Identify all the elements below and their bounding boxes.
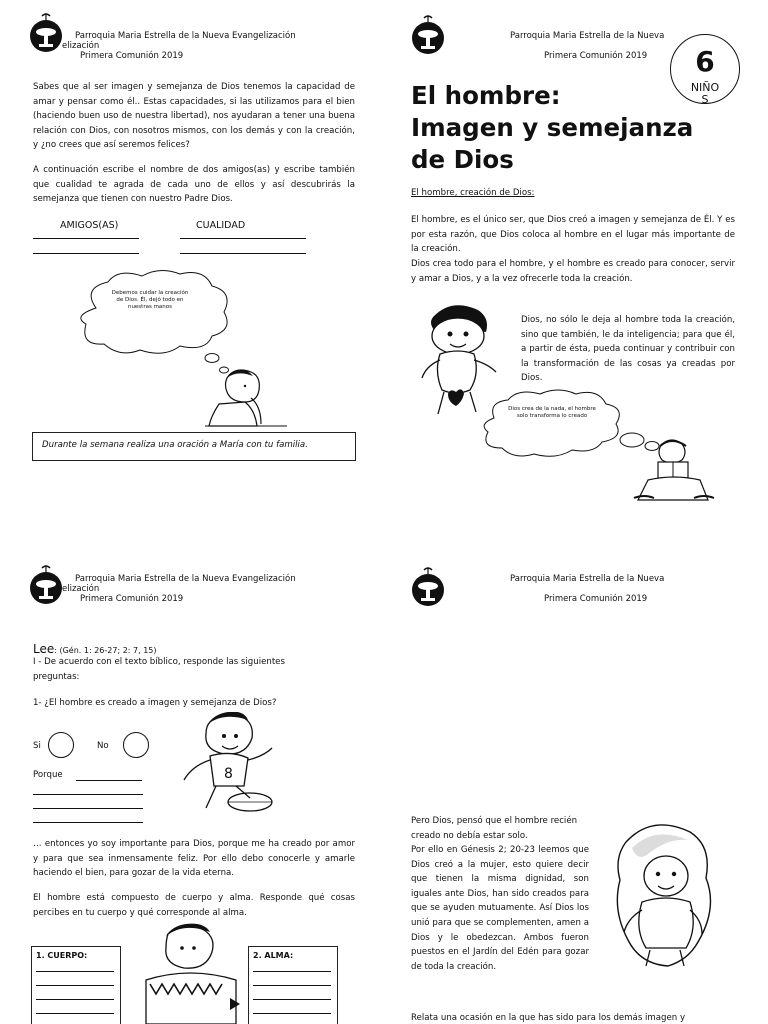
because-line-1[interactable] [76,780,142,781]
communion-year: Primera Comunión 2019 [80,594,184,604]
lesson-title-line-1: El hombre: [411,81,561,110]
friend-line-1[interactable] [33,238,139,239]
cloud-message: Debemos cuidar la creación de Dios. Él, dejó todo en nuestras manos [111,290,189,310]
no-label: No [97,741,109,751]
because-label: Porque [33,770,63,780]
chalice-logo-icon [408,14,448,56]
because-line-3[interactable] [33,808,143,809]
quality-column-header: CUALIDAD [196,220,246,231]
chalice-logo-icon [408,566,448,608]
lesson-number: 6 [695,45,715,78]
communion-year: Primera Comunión 2019 [544,594,648,604]
boy-football-illustration [180,712,274,816]
intro-paragraph: Sabes que al ser imagen y semejanza de Dios tenemos la capacidad de amar y pensar como él.. Estas capacidades, si las utilizamos para el bien (haciendo buen uso de nuestra libertad), nos ayudaran a tener una buena relación con Dios, con nosotros mismos, con los demás y con la creación, y ¿no crees que así seremos felices? [33,82,355,151]
woman-creation-intro: Pero Dios, pensó que el hombre recién creado no debía estar solo. [411,816,578,841]
communion-year: Primera Comunión 2019 [80,51,184,61]
instruction-paragraph: A continuación escribe el nombre de dos amigos(as) y escribe también que cualidad te agrada de cada uno de ellos y así descubrirás la semejanza que tienen con nuestro Padre Dios. [33,165,355,205]
lee-label: Lee [33,642,55,656]
boy-body-soul-illustration [142,922,242,1024]
svg-text:8: 8 [224,766,233,782]
section-subtitle: El hombre, creación de Dios: [411,188,535,198]
weekly-task-text: Durante la semana realiza una oración a María con tu familia. [42,440,308,450]
cloud-message: Dios crea de la nada, el hombre solo transforma lo creado [508,406,596,419]
lesson-title [411,80,693,176]
woman-creation-paragraph: Por ello en Génesis 2; 20-23 leemos que Dios creó a la mujer, esto quiere decir que tienen la misma dignidad, son iguales ante Dios, han sido creados para que se ayuden mutuamente. Así Dios los unió para que se complementen, amen a Dios y le obedezcan. Ambos fueron puestos en el Jardín del Edén para gozar de toda la creación. [411,845,589,972]
weekly-task-box [32,432,356,461]
parish-name: Parroquia Maria Estrella de la Nueva Evangelización [75,574,296,584]
lesson-audience: NIÑO [690,81,720,94]
boy-thinking-illustration [205,364,287,428]
lesson-title-line-2: Imagen y semejanza [411,113,694,142]
reading-instruction: I - De acuerdo con el texto bíblico, responde las siguientes preguntas: [33,657,285,682]
soul-line-1[interactable] [253,971,331,972]
bible-reference: : (Gén. 1: 26-27; 2: 7, 15) [54,646,157,655]
chalice-logo-icon [26,12,66,54]
creation-paragraph-1: El hombre, es el único ser, que Dios creó a imagen y semejanza de Él. Y es por esta razón, que Dios coloca al hombre en el lugar más importante de la creación. [411,215,735,255]
reflection-prompt: Relata una ocasión en la que has sido para los demás imagen y [411,1013,686,1023]
lesson-title-line-3: de Dios [411,145,514,174]
lesson-audience-wrap: S [701,93,709,106]
body-line-1[interactable] [36,971,114,972]
because-line-4[interactable] [33,822,143,823]
page-bottom-left [0,512,384,1024]
soul-line-4[interactable] [253,1013,331,1014]
body-line-4[interactable] [36,1013,114,1014]
girl-illustration [596,818,736,970]
chalice-logo-icon [26,564,66,606]
parish-name-wrap: elización [62,41,100,51]
soul-line-2[interactable] [253,985,331,986]
body-answer-box [31,946,121,1024]
friends-column-header: AMIGOS(AS) [60,220,119,231]
quality-line-2[interactable] [180,253,306,254]
page-bottom-right [384,512,768,1024]
soul-line-3[interactable] [253,999,331,1000]
boy-reading-illustration [628,436,720,508]
parish-name: Parroquia Maria Estrella de la Nueva [510,31,665,41]
intelligence-paragraph: Dios, no sólo le deja al hombre toda la creación, sino que también, le da inteligencia; para que él, a partir de ésta, pueda continuar y contribuir con la transformación de las cosas ya creadas por Dios. [521,315,735,384]
communion-year: Primera Comunión 2019 [544,51,648,61]
body-box-title: 1. CUERPO: [36,951,88,960]
friend-line-2[interactable] [33,253,139,254]
yes-answer-circle[interactable] [48,732,74,758]
body-soul-paragraph: El hombre está compuesto de cuerpo y alma. Responde qué cosas percibes en tu cuerpo y qué corresponde al alma. [33,893,355,918]
soul-answer-box [248,946,338,1024]
page-top-left [0,0,384,512]
importance-paragraph: … entonces yo soy importante para Dios, porque me ha creado por amor y para que sea inmensamente feliz. Por ello debo conocerle y amarle haciendo el bien, para gozar de la vida eterna. [33,839,355,879]
question-1: 1- ¿El hombre es creado a imagen y semejanza de Dios? [33,698,277,708]
because-line-2[interactable] [33,794,143,795]
parish-name: Parroquia Maria Estrella de la Nueva [510,574,665,584]
parish-name-wrap: elización [62,584,100,594]
body-line-3[interactable] [36,999,114,1000]
body-line-2[interactable] [36,985,114,986]
quality-line-1[interactable] [180,238,306,239]
page-top-right [384,0,768,512]
no-answer-circle[interactable] [123,732,149,758]
yes-label: Si [33,741,41,751]
soul-box-title: 2. ALMA: [253,951,294,960]
creation-paragraph-2: Dios crea todo para el hombre, y el hombre es creado para conocer, servir y amar a Dios, y a la vez ofrecerle toda la creación. [411,259,735,284]
parish-name: Parroquia Maria Estrella de la Nueva Evangelización [75,31,296,41]
